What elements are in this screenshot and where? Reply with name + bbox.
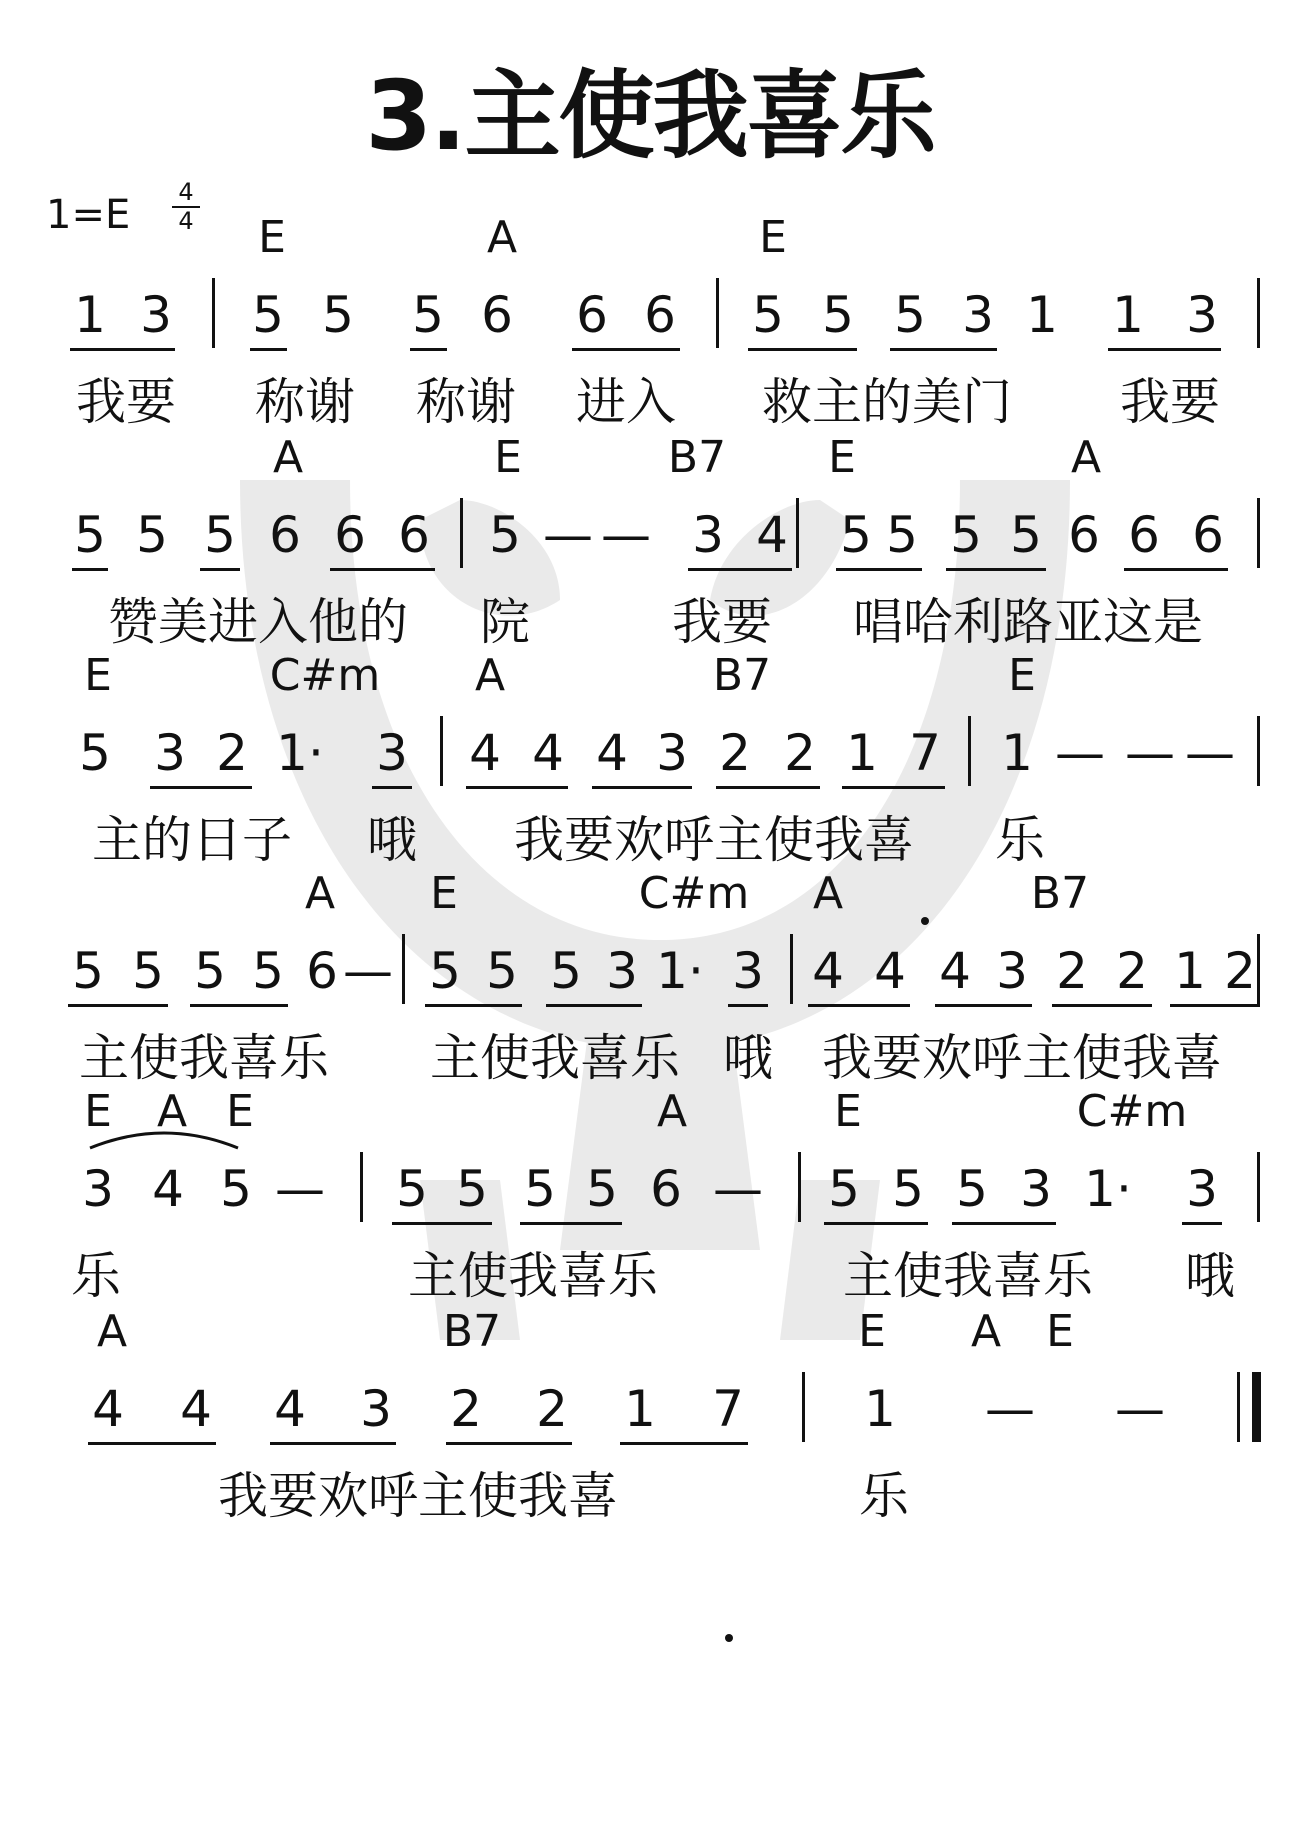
note-number: 3 [360,1380,392,1438]
note-number: 6 [576,286,608,344]
eighth-note-underline [520,1222,622,1225]
note-number: 5 [886,506,918,564]
lyric-text: 我要欢呼主使我喜 [514,811,914,869]
chord-symbol: E [1008,650,1036,701]
note-dash: — [1125,724,1175,782]
note-dash: — [713,1160,763,1218]
note-number: 4 [469,724,501,782]
note-number: 4 [756,506,788,564]
note-number: 5 [136,506,168,564]
chord-symbol: A [812,868,844,919]
lyric-text: 我要 [1120,373,1220,431]
slur-arc [0,1122,1300,1182]
chord-symbol: C#m [1076,1086,1188,1137]
chord-symbol: A [156,1086,188,1137]
note-number: 5 [322,286,354,344]
bar-line [968,716,971,786]
note-number: 5 [456,1160,488,1218]
song-title: 3.主使我喜乐 [365,60,935,172]
note-number: 1· [1084,1160,1132,1218]
eighth-note-underline [88,1442,216,1445]
chord-symbol: C#m [638,868,750,919]
note-number: 5 [220,1160,252,1218]
note-number: 2 [216,724,248,782]
note-number: 5 [1010,506,1042,564]
note-number: 5 [956,1160,988,1218]
eighth-note-underline [890,348,997,351]
eighth-note-underline [572,348,680,351]
note-number: 2 [1056,942,1088,1000]
chord-symbol: E [858,1306,886,1357]
lyric-text: 唱哈利路亚这是 [853,593,1203,651]
eighth-note-underline [935,1004,1032,1007]
note-dash: — [543,506,593,564]
note-number: 5 [396,1160,428,1218]
note-number: 1 [1112,286,1144,344]
note-number: 5 [586,1160,618,1218]
note-number: 4 [92,1380,124,1438]
bar-line [1257,934,1260,1004]
note-number: 4 [874,942,906,1000]
note-number: 5 [950,506,982,564]
note-number: 7 [712,1380,744,1438]
note-number: 1 [1001,724,1033,782]
lyric-text: 主使我喜乐 [79,1029,329,1087]
note-number: 5 [894,286,926,344]
note-number: 5 [752,286,784,344]
lyric-text: 主的日子 [92,811,292,869]
note-number: 3 [82,1160,114,1218]
note-number: 5 [72,942,104,1000]
eighth-note-underline [1052,1004,1152,1007]
chord-symbol: E [494,432,522,483]
chord-symbol: E [430,868,458,919]
note-number: 2 [536,1380,568,1438]
eighth-note-underline [748,348,857,351]
chord-symbol: A [486,212,518,263]
lower-octave-dot [725,1634,733,1642]
bar-line [796,498,799,568]
lyric-text: 救主的美门 [762,373,1012,431]
note-number: 6 [1128,506,1160,564]
chord-symbol: E [759,212,787,263]
chord-symbol: E [226,1086,254,1137]
bar-line [1257,716,1260,786]
eighth-note-underline [728,1004,768,1007]
bar-line [440,716,443,786]
lyric-text: 院 [480,593,530,651]
note-number: 4 [274,1380,306,1438]
note-number: 2 [719,724,751,782]
chord-symbol: E [84,1086,112,1137]
note-number: 3 [376,724,408,782]
lyric-text: 进入 [576,373,676,431]
lyric-text: 我要 [76,373,176,431]
time-signature-numerator: 4 [178,178,194,206]
key-signature: 1=E [46,192,131,238]
eighth-note-underline [446,1442,572,1445]
note-number: 5 [132,942,164,1000]
note-number: 1 [864,1380,896,1438]
note-dash: — [1115,1380,1165,1438]
note-number: 5 [252,942,284,1000]
chord-symbol: A [970,1306,1002,1357]
eighth-note-underline [1170,1004,1260,1007]
lyric-text: 乐 [995,811,1045,869]
chord-symbol: A [272,432,304,483]
eighth-note-underline [1182,1222,1222,1225]
note-dash: — [275,1160,325,1218]
note-number: 4 [596,724,628,782]
chord-symbol: A [304,868,336,919]
note-number: 4 [812,942,844,1000]
note-number: 6 [269,506,301,564]
eighth-note-underline [150,786,252,789]
note-number: 5 [550,942,582,1000]
lower-octave-dot [921,917,929,925]
chord-symbol: B7 [442,1306,502,1357]
note-number: 6 [1192,506,1224,564]
eighth-note-underline [68,1004,168,1007]
eighth-note-underline [716,786,820,789]
lyric-text: 哦 [723,1029,773,1087]
note-number: 5 [79,724,111,782]
note-number: 6 [481,286,513,344]
note-number: 1 [846,724,878,782]
eighth-note-underline [70,348,175,351]
note-dash: — [601,506,651,564]
eighth-note-underline [1108,348,1221,351]
note-number: 5 [252,286,284,344]
note-number: 1· [276,724,324,782]
chord-symbol: E [258,212,286,263]
note-dash: — [1185,724,1235,782]
eighth-note-underline [372,786,412,789]
note-number: 6 [398,506,430,564]
note-number: 4 [532,724,564,782]
eighth-note-underline [824,1222,928,1225]
eighth-note-underline [688,568,792,571]
lyric-text: 我要欢呼主使我喜 [218,1467,618,1525]
lyric-text: 称谢 [416,373,516,431]
note-number: 6 [1068,506,1100,564]
bar-line [790,934,793,1004]
eighth-note-underline [952,1222,1056,1225]
chord-symbol: B7 [667,432,727,483]
note-number: 2 [1224,942,1256,1000]
note-number: 5 [74,506,106,564]
lyric-text: 我要欢呼主使我喜 [822,1029,1222,1087]
lyric-text: 赞美进入他的 [108,593,408,651]
eighth-note-underline [836,568,922,571]
eighth-note-underline [270,1442,396,1445]
bar-line [402,934,405,1004]
final-bar-thick [1252,1372,1261,1442]
note-number: 1· [656,942,704,1000]
note-number: 1 [1026,286,1058,344]
note-number: 3 [1020,1160,1052,1218]
eighth-note-underline [410,348,447,351]
note-number: 5 [840,506,872,564]
eighth-note-underline [72,568,108,571]
eighth-note-underline [1124,568,1228,571]
note-number: 3 [1186,286,1218,344]
chord-symbol: E [834,1086,862,1137]
eighth-note-underline [200,568,240,571]
note-number: 5 [429,942,461,1000]
note-number: 3 [1186,1160,1218,1218]
lyric-text: 我要 [672,593,772,651]
bar-line [1257,498,1260,568]
note-number: 3 [692,506,724,564]
note-number: 5 [486,942,518,1000]
note-dash: — [1055,724,1105,782]
chord-symbol: A [656,1086,688,1137]
lyric-text: 主使我喜乐 [408,1247,658,1305]
eighth-note-underline [392,1222,492,1225]
bar-line [1257,278,1260,348]
note-number: 5 [822,286,854,344]
note-number: 5 [412,286,444,344]
lyric-text: 乐 [859,1467,909,1525]
time-signature [172,180,200,234]
note-number: 1 [74,286,106,344]
note-number: 5 [489,506,521,564]
note-number: 5 [524,1160,556,1218]
lyric-text: 主使我喜乐 [430,1029,680,1087]
eighth-note-underline [425,1004,522,1007]
note-number: 4 [180,1380,212,1438]
note-dash: — [985,1380,1035,1438]
chord-symbol: A [96,1306,128,1357]
note-number: 7 [909,724,941,782]
note-number: 3 [140,286,172,344]
note-number: 5 [892,1160,924,1218]
chord-symbol: E [828,432,856,483]
lyric-text: 哦 [1185,1247,1235,1305]
bar-line [212,278,215,348]
note-number: 3 [154,724,186,782]
eighth-note-underline [466,786,568,789]
note-number: 4 [152,1160,184,1218]
note-number: 2 [784,724,816,782]
eighth-note-underline [250,348,287,351]
eighth-note-underline [592,786,692,789]
chord-symbol: E [84,650,112,701]
note-number: 3 [656,724,688,782]
note-number: 6 [644,286,676,344]
note-dash: — [343,942,393,1000]
note-number: 3 [996,942,1028,1000]
note-number: 3 [962,286,994,344]
note-number: 1 [624,1380,656,1438]
bar-line [802,1372,805,1442]
eighth-note-underline [946,568,1046,571]
chord-symbol: A [474,650,506,701]
bar-line [716,278,719,348]
note-number: 6 [306,942,338,1000]
eighth-note-underline [620,1442,748,1445]
note-number: 3 [606,942,638,1000]
eighth-note-underline [842,786,945,789]
note-number: 2 [1116,942,1148,1000]
note-number: 6 [334,506,366,564]
final-bar-thin [1237,1372,1240,1442]
lyric-text: 哦 [367,811,417,869]
chord-symbol: E [1046,1306,1074,1357]
eighth-note-underline [330,568,435,571]
lyric-text: 称谢 [255,373,355,431]
note-number: 6 [650,1160,682,1218]
note-number: 5 [204,506,236,564]
lyric-text: 主使我喜乐 [843,1247,1093,1305]
eighth-note-underline [808,1004,910,1007]
chord-symbol: B7 [712,650,772,701]
note-number: 3 [732,942,764,1000]
note-number: 1 [1174,942,1206,1000]
eighth-note-underline [546,1004,642,1007]
note-number: 5 [194,942,226,1000]
note-number: 2 [450,1380,482,1438]
chord-symbol: B7 [1030,868,1090,919]
chord-symbol: A [1070,432,1102,483]
note-number: 5 [828,1160,860,1218]
time-signature-denominator: 4 [178,207,194,235]
chord-symbol: C#m [269,650,381,701]
lyric-text: 乐 [71,1247,121,1305]
bar-line [460,498,463,568]
eighth-note-underline [190,1004,288,1007]
note-number: 4 [939,942,971,1000]
